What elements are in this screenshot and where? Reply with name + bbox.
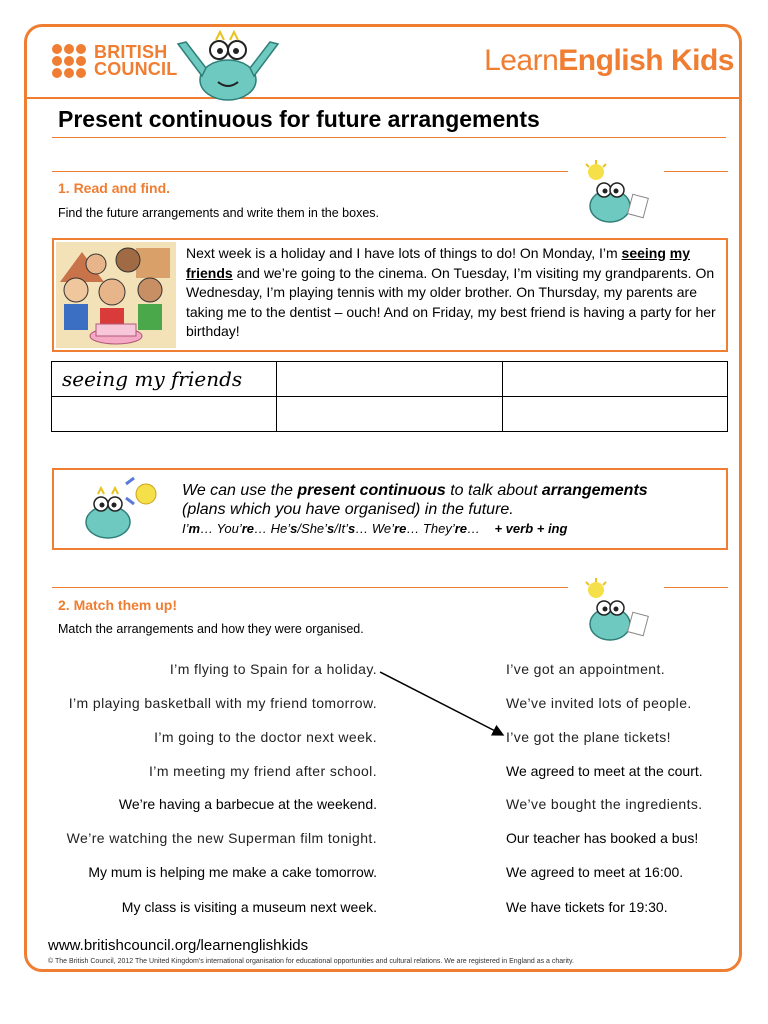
right-item-4[interactable]: We agreed to meet at the court. bbox=[506, 763, 703, 779]
right-item-5[interactable]: We’ve bought the ingredients. bbox=[506, 796, 703, 812]
grammar-line-2: (plans which you have organised) in the future. bbox=[182, 501, 514, 518]
right-item-8[interactable]: We have tickets for 19:30. bbox=[506, 899, 668, 915]
left-item-5[interactable]: We’re having a barbecue at the weekend. bbox=[118, 796, 377, 812]
left-item-4[interactable]: I’m meeting my friend after school. bbox=[149, 763, 377, 779]
grammar-line-1: We can use the present continuous to talk about arrangements bbox=[182, 482, 648, 499]
section2-heading: 2. Match them up! bbox=[58, 597, 178, 613]
left-item-2[interactable]: I’m playing basketball with my friend tomorrow. bbox=[68, 695, 377, 711]
highlight-seeing: seeing bbox=[621, 245, 666, 261]
page-title: Present continuous for future arrangements bbox=[58, 106, 540, 132]
bc-line1: BRITISH bbox=[94, 42, 168, 62]
bc-line2: COUNCIL bbox=[94, 59, 178, 79]
reading-passage: Next week is a holiday and I have lots of things to do! On Monday, I’m seeing my friends and we’re going to the cinema. On Tuesday, I’m visiting my grandparents. On Wednesday, I’m playing tennis with my older brother. On Thursday, my parents are taking me to the dentist – ouch! And on Friday, my best friend is having a party for her birthday! bbox=[186, 245, 716, 339]
right-item-7[interactable]: We agreed to meet at 16:00. bbox=[506, 864, 684, 880]
learnenglish-kids-logo: LearnEnglish Kids bbox=[484, 44, 734, 77]
highlight-my-friends: my friends bbox=[186, 245, 691, 281]
left-item-6[interactable]: We’re watching the new Superman film tonight. bbox=[66, 830, 377, 846]
right-item-2[interactable]: We’ve invited lots of people. bbox=[506, 695, 692, 711]
section1-heading: 1. Read and find. bbox=[58, 180, 171, 196]
right-item-1[interactable]: I’ve got an appointment. bbox=[506, 661, 666, 677]
left-item-1[interactable]: I’m flying to Spain for a holiday. bbox=[169, 661, 377, 677]
footer-url[interactable]: www.britishcouncil.org/learnenglishkids bbox=[48, 937, 309, 954]
footer-copyright: © The British Council, 2012 The United Kingdom’s international organisation for educational opportunities and cultural relations. We are registered in England as a charity. bbox=[48, 958, 574, 965]
grammar-line-3: I’m… You’re… He’s/She’s/It’s… We’re… They’re… + verb + ing bbox=[182, 521, 568, 536]
left-item-3[interactable]: I’m going to the doctor next week. bbox=[154, 729, 377, 745]
right-item-3[interactable]: I’ve got the plane tickets! bbox=[506, 729, 671, 745]
right-item-6[interactable]: Our teacher has booked a bus! bbox=[506, 830, 699, 846]
section1-instruction: Find the future arrangements and write them in the boxes. bbox=[58, 206, 380, 220]
section2-instruction: Match the arrangements and how they were organised. bbox=[58, 622, 364, 636]
answer-box[interactable]: seeing my friends bbox=[52, 362, 277, 397]
left-item-7[interactable]: My mum is helping me make a cake tomorrow. bbox=[88, 864, 377, 880]
left-item-8[interactable]: My class is visiting a museum next week. bbox=[121, 899, 377, 915]
